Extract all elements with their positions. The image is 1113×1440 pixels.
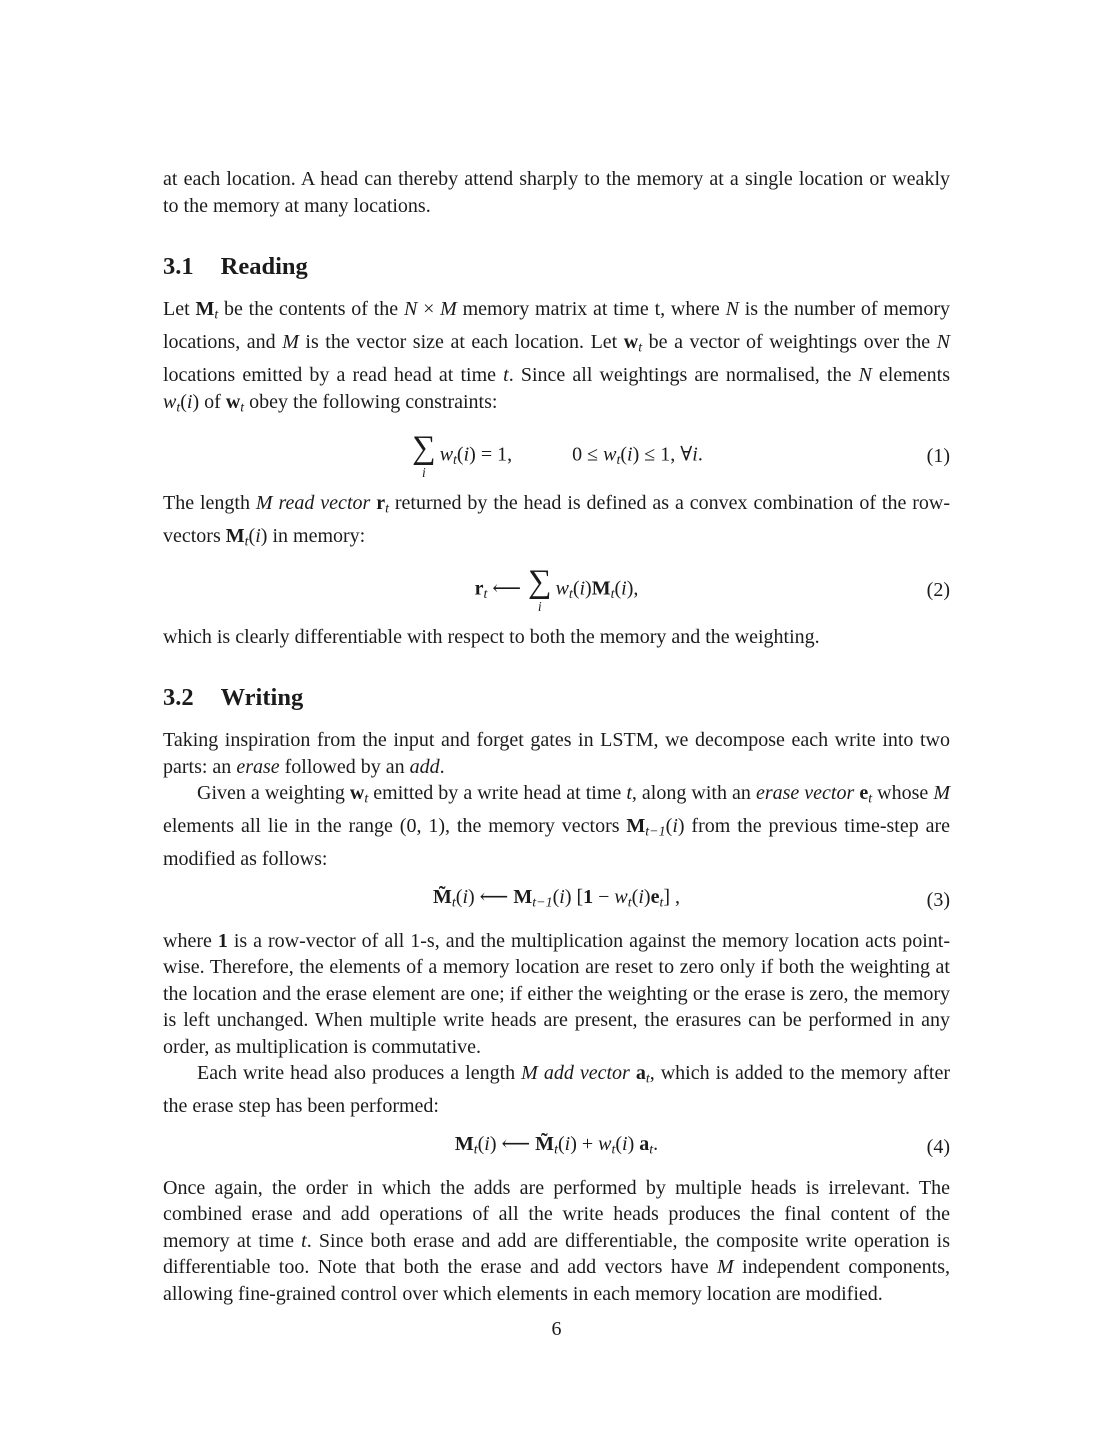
text-run: w <box>349 782 365 804</box>
text-run: t−1 <box>645 824 666 840</box>
paragraph <box>163 1060 950 1120</box>
text-run: e <box>650 885 660 908</box>
text-run: ( <box>180 390 187 413</box>
text-run: Once again, the order in which the adds are performed by multiple heads is irrelevant. The combined erase and add operations of all the write heads produces the final content of the memory at time <box>163 1176 950 1252</box>
text-run: ( <box>620 443 627 466</box>
text-run: M <box>454 1132 474 1155</box>
text-run: Given a weighting <box>197 782 350 804</box>
text-run: . Since both erase and add are differentiable, the composite write operation is differentiable too. Note that both the erase and add vectors have <box>163 1229 950 1278</box>
text-run: be a vector of weightings over the <box>642 331 937 353</box>
text-run: t <box>473 1142 478 1157</box>
text-run: emitted by a write head at time <box>368 782 627 804</box>
equation-body <box>433 884 680 917</box>
text-run: t <box>649 1142 654 1157</box>
paragraph <box>163 296 950 422</box>
text-run: . Since all weightings are normalised, the <box>508 364 859 386</box>
equation <box>163 884 950 917</box>
text-run: t <box>645 1071 650 1087</box>
text-run: − <box>593 885 615 908</box>
text-run: is a row-vector of all 1-s, and the multiplication against the memory location acts point-wise. Therefore, the elements of a memory location are reset to zero only if both the weighting at the location and the erase element are one; if either the weighting or the erase is zero, the memory is left unchanged. When multiple write heads are present, the erasures can be performed in any order, as multiplication is commutative. <box>163 929 951 1058</box>
text-run: i <box>462 885 468 908</box>
text-run: i <box>484 1132 490 1155</box>
text-run: w <box>555 577 569 600</box>
text-run: followed by an <box>279 755 410 778</box>
paragraph <box>163 490 950 556</box>
text-run: w <box>439 443 454 466</box>
section-title: Reading <box>220 253 308 280</box>
text-run: w <box>603 443 617 466</box>
text-run: whose <box>872 782 934 804</box>
text-run: w <box>598 1132 612 1155</box>
text-run: t <box>364 791 369 807</box>
text-run: t <box>240 400 245 415</box>
text-run: i <box>622 1132 628 1155</box>
text-run: t <box>244 534 249 549</box>
text-run: erase <box>236 755 280 778</box>
text-run: ⟵ <box>487 577 527 600</box>
text-run: i <box>621 577 627 600</box>
page-number: 6 <box>551 1318 562 1340</box>
text-run: r <box>474 577 484 600</box>
equation <box>163 1131 950 1164</box>
sum-lower-limit: i <box>537 598 542 614</box>
text-run: i <box>186 390 193 413</box>
text-run: 0 ≤ <box>572 443 604 466</box>
text-run: ⟵ <box>474 885 514 908</box>
text-run: is the number of memory locations, and <box>163 298 950 353</box>
equation-number: (2) <box>926 578 950 601</box>
text-run: , along with an <box>631 782 756 804</box>
text-run: ⟵ <box>496 1132 536 1155</box>
text-run: t <box>214 307 219 323</box>
text-run: in memory: <box>267 524 366 547</box>
text-run: locations emitted by a read head at time <box>163 364 504 386</box>
text-run: M <box>195 298 215 320</box>
text-run: Let <box>163 298 196 320</box>
text-run: be the contents of the <box>218 298 404 320</box>
text-run: read vector <box>278 491 377 514</box>
text-run: t <box>610 586 615 602</box>
text-run: ), <box>626 577 639 600</box>
section-heading <box>163 252 950 281</box>
text-run: obey the following constraints: <box>244 390 498 413</box>
text-run: t <box>453 452 457 468</box>
text-run: erase vector <box>755 782 855 804</box>
text-run: ) <box>468 885 475 908</box>
sum-symbol <box>528 563 552 614</box>
text-run: Each write head also produces a length <box>197 1062 522 1084</box>
text-run: ( <box>455 885 463 908</box>
text-run: M <box>591 577 611 600</box>
text-run: M̃ <box>535 1132 555 1155</box>
text-run: t <box>176 400 181 415</box>
text-run: t <box>659 895 664 910</box>
text-run: N <box>858 364 872 386</box>
text-run: add <box>409 755 440 778</box>
text-run: w <box>623 331 639 353</box>
text-run: t <box>611 1142 616 1157</box>
text-run: ) <box>192 390 200 413</box>
text-run: i <box>638 885 644 908</box>
text-run: ( <box>456 443 464 466</box>
text-run: is the vector size at each location. Let <box>298 331 624 353</box>
text-run: t <box>451 895 456 910</box>
text-run: i <box>672 815 678 837</box>
text-run: elements <box>871 364 950 386</box>
text-run: ) <box>489 1132 497 1155</box>
text-run: i <box>559 885 565 908</box>
sigma-icon: ∑ <box>528 563 552 600</box>
text-run: (0, 1) <box>399 815 446 837</box>
sum-symbol <box>412 429 436 480</box>
text-run: i <box>692 443 698 466</box>
text-run: M <box>521 1062 538 1084</box>
equation-body <box>455 1131 658 1164</box>
text-run: ) ≤ 1, ∀ <box>632 443 693 466</box>
equation <box>163 563 950 614</box>
text-run: ) <box>585 577 592 600</box>
text-run: i <box>627 443 633 466</box>
paragraph <box>163 780 950 873</box>
text-run: memory matrix at time t, where <box>456 298 726 320</box>
text-run: N <box>403 298 418 320</box>
text-run: , the memory vectors <box>445 815 627 837</box>
text-run: ) <box>260 524 268 547</box>
text-run: a <box>635 1062 646 1084</box>
text-run: t <box>568 586 573 602</box>
text-run: The length <box>163 491 256 514</box>
text-run: of <box>199 390 226 413</box>
text-run: i <box>579 577 586 600</box>
paragraph <box>163 727 950 780</box>
paragraph <box>163 624 950 651</box>
text-run: ) <box>570 1132 577 1155</box>
section-heading <box>163 683 950 712</box>
text-run: . <box>653 1132 659 1155</box>
text-run: ) [ <box>564 885 584 908</box>
sigma-icon: ∑ <box>412 429 436 466</box>
text-run: . <box>439 755 445 778</box>
text-run: ( <box>631 885 639 908</box>
text-run: Taking inspiration from the input and forget gates in LSTM, we decompose each write into two parts: an <box>163 729 950 778</box>
text-run: ) <box>677 815 685 837</box>
text-run: t <box>638 340 643 356</box>
text-run: ( <box>665 815 673 837</box>
text-run: t <box>483 586 488 602</box>
text-run: t <box>554 1142 558 1157</box>
text-run: a <box>639 1132 650 1155</box>
equation-body <box>410 429 703 480</box>
text-run: + <box>576 1132 599 1155</box>
equation <box>163 429 950 480</box>
text-run: N <box>725 298 739 320</box>
text-run: t <box>616 452 621 468</box>
paragraph <box>163 928 950 1061</box>
text-run: ( <box>615 1132 623 1155</box>
text-run: M <box>513 885 533 908</box>
text-run: ) = 1, <box>469 443 513 466</box>
paragraph <box>163 1175 950 1308</box>
text-run: ( <box>614 577 622 600</box>
text-run: where <box>163 929 218 952</box>
text-run: × <box>417 298 441 320</box>
text-run: t <box>626 782 632 804</box>
equation-body <box>474 563 639 614</box>
text-run: ( <box>572 577 580 600</box>
text-run: 1 <box>217 929 228 952</box>
section-title: Writing <box>220 684 304 711</box>
text-run: i <box>463 443 470 466</box>
text-run: independent components, allowing fine-grained control over which elements in each memory location are modified. <box>163 1256 950 1305</box>
text-run: N <box>936 331 950 353</box>
text-run: w <box>614 885 628 908</box>
text-run: t <box>385 501 389 516</box>
text-run: M <box>440 298 457 320</box>
text-run: i <box>255 524 261 547</box>
text-run: r <box>376 491 386 514</box>
paragraph <box>163 166 950 219</box>
equation-number: (3) <box>926 888 950 911</box>
text-run: ) <box>627 1132 640 1155</box>
text-run: . <box>697 443 703 466</box>
text-run: M̃ <box>432 885 452 908</box>
section-number: 3.2 <box>163 684 194 711</box>
text-run: which is clearly differentiable with respect to both the memory and the weighting. <box>163 625 820 648</box>
text-run: returned by the head is defined as a convex combination of the row-vectors <box>163 491 950 547</box>
text-run: M <box>255 491 273 514</box>
text-run: ( <box>248 524 256 547</box>
text-run: from the previous time-step are modified as follows: <box>163 815 951 870</box>
text-run: elements all lie in the range <box>163 815 400 837</box>
text-run: ( <box>552 885 560 908</box>
text-run: at each location. A head can thereby attend sharply to the memory at a single location or weakly to the memory at many locations. <box>163 168 950 217</box>
text-run: t <box>301 1229 307 1252</box>
text-run: e <box>859 782 869 804</box>
text-run: , which is added to the memory after the erase step has been performed: <box>163 1062 950 1117</box>
text-run: ( <box>477 1132 485 1155</box>
text-run: M <box>933 782 950 804</box>
text-run: 1 <box>583 885 594 908</box>
text-run: ] , <box>663 885 681 908</box>
text-run: w <box>225 390 241 413</box>
text-run: t <box>627 895 632 910</box>
text-run: ( <box>557 1132 565 1155</box>
text-run: M <box>225 524 245 547</box>
text-run: M <box>282 331 299 353</box>
text-run: add vector <box>543 1062 630 1084</box>
text-run: i <box>564 1132 571 1155</box>
text-run: t <box>868 791 873 807</box>
text-run: t <box>503 364 509 386</box>
equation-number: (4) <box>926 1135 950 1158</box>
text-run: ) <box>643 885 651 908</box>
text-run: t−1 <box>532 895 553 910</box>
page-content <box>163 166 950 1307</box>
text-run: M <box>717 1256 734 1278</box>
section-number: 3.1 <box>163 253 194 280</box>
text-run: M <box>626 815 646 837</box>
text-run: w <box>163 390 177 413</box>
equation-number: (1) <box>926 444 950 467</box>
sum-lower-limit: i <box>422 464 426 480</box>
